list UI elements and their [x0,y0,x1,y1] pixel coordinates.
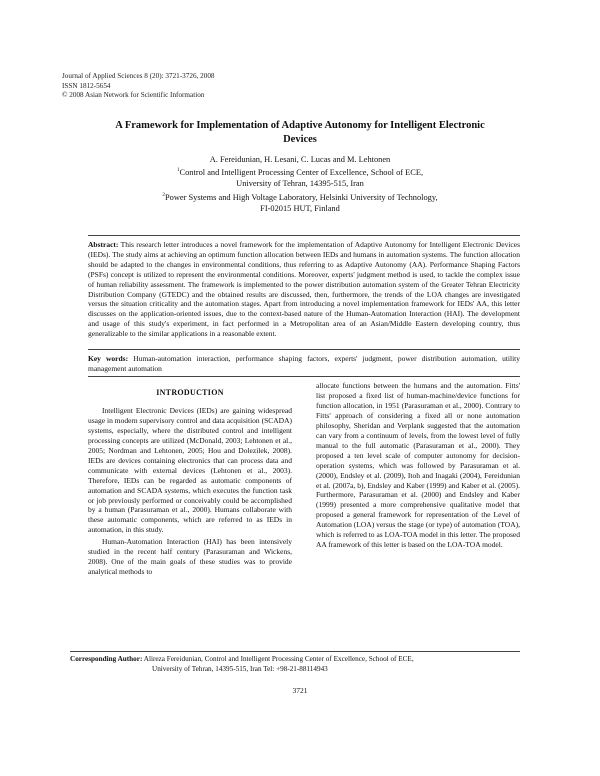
journal-header [62,72,362,101]
journal-issn: ISSN 1812-5654 [62,81,111,90]
paper-title: A Framework for Implementation of Adaptive Autonomy for Intelligent Electronic Devices [115,120,485,145]
page-number: 3721 [292,686,308,695]
section-heading-introduction: INTRODUCTION [156,388,224,397]
abstract-label: Abstract: [88,240,119,249]
corresponding-line-1: Alireza Fereidunian, Control and Intelligent Processing Center of Excellence, School of ECE, [143,655,414,663]
abstract-top-rule [88,235,520,236]
corresponding-label: Corresponding Author: [70,655,143,663]
intro-paragraph-2: Human-Automation Interaction (HAI) has been intensively studied in the recent half century (Parasuraman and Wickens, 2008). One of the main goals of these studies was to provide analytical methods to [88,537,292,577]
footer-rule [70,651,520,652]
affiliation-2 [110,190,490,203]
abstract-bottom-rule [88,349,520,350]
abstract-text: This research letter introduces a novel framework for the implementation of Adaptive Autonomy for Intelligent Electronic Devices (IEDs). The study aims at achieving an optimum function allocation between IEDs and humans in automation systems. The function allocation should be adapted to the changes in environmental conditions, thus referring to as Adaptive Autonomy (AA). Performance Shaping Factors (PSFs) concept is utilized to represent the environmental conditions. Moreover, experts' judgment method is used, to tackle the complex issue of human reliability assessment. The framework is implemented to the power distribution automation system of the Greater Tehran Electricity Distribution Company (GTEDC) and the obtained results are discussed, then, furthermore, the trends of the LOA changes are investigated versus the situation criticality and the automation stages. Apart from introducing a novel implementation framework for IEDs' AA, this letter discusses on the application-oriented issues, due to the context-based nature of the Human-Automation Interaction (HAI). The development and usage of this study's experiment, in fact performed in a Metropolitan area of an Asian/Middle Eastern developing country, thus generalizable to the similar applications in a reasonable extent. [88,240,520,339]
author-block [110,154,490,214]
keywords-text: Human-automation interaction, performance shaping factors, experts' judgment, power distribution automation, utility management automation [88,354,520,373]
affiliation-2-line-1: Power Systems and High Voltage Laboratory, Helsinki University of Technology, [165,192,438,202]
left-column [88,388,292,579]
affiliation-1 [110,165,490,178]
journal-copyright: © 2008 Asian Network for Scientific Information [62,91,205,99]
affiliation-1-marker: 1 [176,167,180,174]
right-column [316,381,520,552]
abstract [88,240,520,339]
corresponding-author [70,655,520,674]
affiliation-1-line-2: University of Tehran, 14395-515, Iran [236,179,364,189]
keywords [88,354,520,374]
keywords-label: Key words: [88,354,129,363]
journal-citation: Journal of Applied Sciences 8 (20): 3721-3726, 2008 [62,72,215,80]
intro-paragraph-3: allocate functions between the humans and the automation. Fitts' list proposed a fixed list of human-machine/device functions for function allocation, in 1951 (Parasuraman et al., 2000). Contrary to Fitts' approach of considering a fixed all or none automation philosophy, Sheridan and Verplank suggested that the automation can vary from a continuum of levels, from the lowest level of fully manual to the full automatic (Parasuraman et al., 2000). They proposed a ten level scale of computer autonomy for decision-operation systems, which was followed by Parasuraman et al. (2000), Endsley et al. (2009), Itoh and Inagaki (2004), Fereidunian et al. (2007a, b), Endsley and Kaber (1999) and Kaber et al. (2005). Furthermore, Parasuraman et al. (2000) and Endsley and Kaber (1999) presented a more comprehensive qualitative model that proposed a general framework for representation of the Level of Automation (LOA) versus the stage (or type) of automation (TOA), which is referred to as LOA-TOA model in this letter. The proposed AA framework of this letter is based on the LOA-TOA model. [316,381,520,550]
affiliation-1-line-1: Control and Intelligent Processing Center of Excellence, School of ECE, [179,168,424,178]
affiliation-2-line-2: FI-02015 HUT, Finland [260,203,340,213]
author-names: A. Fereidunian, H. Lesani, C. Lucas and M. Lehtonen [209,155,391,164]
keywords-bottom-rule [88,376,520,377]
affiliation-2-marker: 2 [162,191,165,198]
corresponding-line-2: University of Tehran, 14395-515, Iran Tel: +98-21-88114943 [152,664,328,673]
intro-paragraph-1: Intelligent Electronic Devices (IEDs) are gaining widespread usage in modern supervisory control and data acquisition (SCADA) systems, especially, where the distributed control and intelligent processing concepts are utilized (McDonald, 2003; Lehtonen et al., 2005; Nordman and Lehtonen, 2005; Hou and Dolezilek, 2008). IEDs are devices containing electronics that can process data and communicate with external devices (Lehtonen et al., 2003). Therefore, IEDs can be regarded as automatic components of automation and SCADA systems, which executes the function task or job previously performed or conceivably could be accomplished by a human (Parasuraman et al., 2000). Humans collaborate with these automatic components, which are referred to as IEDs in automation, in this study. [88,405,292,535]
